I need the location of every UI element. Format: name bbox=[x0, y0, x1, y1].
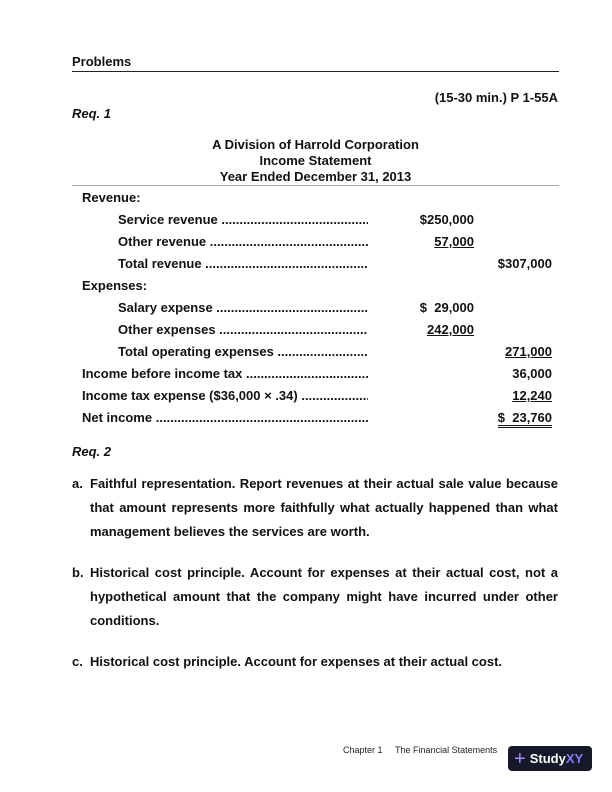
row-label: Total revenue ..... bbox=[118, 256, 368, 271]
table-row bbox=[0, 366, 612, 388]
table-row bbox=[0, 300, 612, 322]
badge-xy-text: XY bbox=[565, 751, 584, 766]
plus-icon: + bbox=[514, 747, 526, 770]
table-row bbox=[0, 410, 612, 432]
total: 36,000 bbox=[512, 366, 552, 381]
req-1-label: Req. 1 bbox=[72, 106, 112, 121]
answer-letter: b. bbox=[72, 565, 84, 580]
net-income-cell bbox=[488, 410, 552, 425]
row-label: Expenses: bbox=[82, 278, 148, 293]
row-label: Total operating expenses ..... bbox=[118, 344, 368, 359]
total: 271,000 bbox=[505, 344, 552, 359]
row-label: Income before income tax ..... bbox=[82, 366, 368, 381]
row-label: Income tax expense ($36,000 × .34) ..... bbox=[82, 388, 368, 403]
row-label: Other revenue ..... bbox=[118, 234, 368, 249]
footer-chapter-title: The Financial Statements bbox=[395, 745, 498, 755]
table-row bbox=[0, 278, 612, 300]
statement-title: Income Statement bbox=[259, 153, 372, 168]
row-label: Other expenses ..... bbox=[118, 322, 368, 337]
row-label: Service revenue ..... bbox=[118, 212, 368, 227]
footer-chapter: Chapter 1 bbox=[343, 745, 383, 755]
table-row bbox=[0, 344, 612, 366]
amount: $250,000 bbox=[419, 212, 474, 227]
net-income-amount: $ 23,760 bbox=[498, 410, 552, 428]
table-row bbox=[0, 388, 612, 410]
answer-a bbox=[72, 472, 558, 544]
statement-heading bbox=[72, 137, 559, 185]
statement-divider bbox=[72, 185, 559, 186]
answer-text: Faithful representation. Report revenues at their actual sale value because that amount represents more faithfully what actually happened than what management believes the services are worth. bbox=[90, 476, 558, 539]
total: $307,000 bbox=[497, 256, 552, 271]
page-footer bbox=[343, 745, 497, 755]
row-label: Revenue: bbox=[82, 190, 141, 205]
company-name: A Division of Harrold Corporation bbox=[212, 137, 419, 152]
badge-study-text: Study bbox=[529, 751, 566, 766]
statement-period: Year Ended December 31, 2013 bbox=[219, 169, 412, 184]
amount: 57,000 bbox=[434, 234, 474, 249]
answer-text: Historical cost principle. Account for expenses at their actual cost, not a hypothetical amount that the company might have incurred under other conditions. bbox=[90, 565, 558, 628]
answer-letter: c. bbox=[72, 654, 83, 669]
total: 12,240 bbox=[512, 388, 552, 403]
table-row bbox=[0, 234, 612, 256]
section-title: Problems bbox=[72, 54, 132, 69]
answer-c bbox=[72, 650, 558, 674]
table-row bbox=[0, 256, 612, 278]
answer-b bbox=[72, 561, 558, 633]
answer-text: Historical cost principle. Account for expenses at their actual cost. bbox=[90, 654, 503, 669]
amount: 242,000 bbox=[427, 322, 474, 337]
amount: $ 29,000 bbox=[419, 300, 474, 315]
table-row bbox=[0, 322, 612, 344]
row-label: Salary expense ..... bbox=[118, 300, 368, 315]
header-divider bbox=[72, 71, 559, 72]
answer-letter: a. bbox=[72, 476, 83, 491]
row-label: Net income ..... bbox=[82, 410, 368, 425]
req-2-label: Req. 2 bbox=[72, 444, 112, 459]
studyxy-badge[interactable] bbox=[508, 746, 592, 771]
table-row bbox=[0, 212, 612, 234]
table-row bbox=[0, 190, 612, 212]
problem-reference: (15-30 min.) P 1-55A bbox=[434, 90, 558, 105]
